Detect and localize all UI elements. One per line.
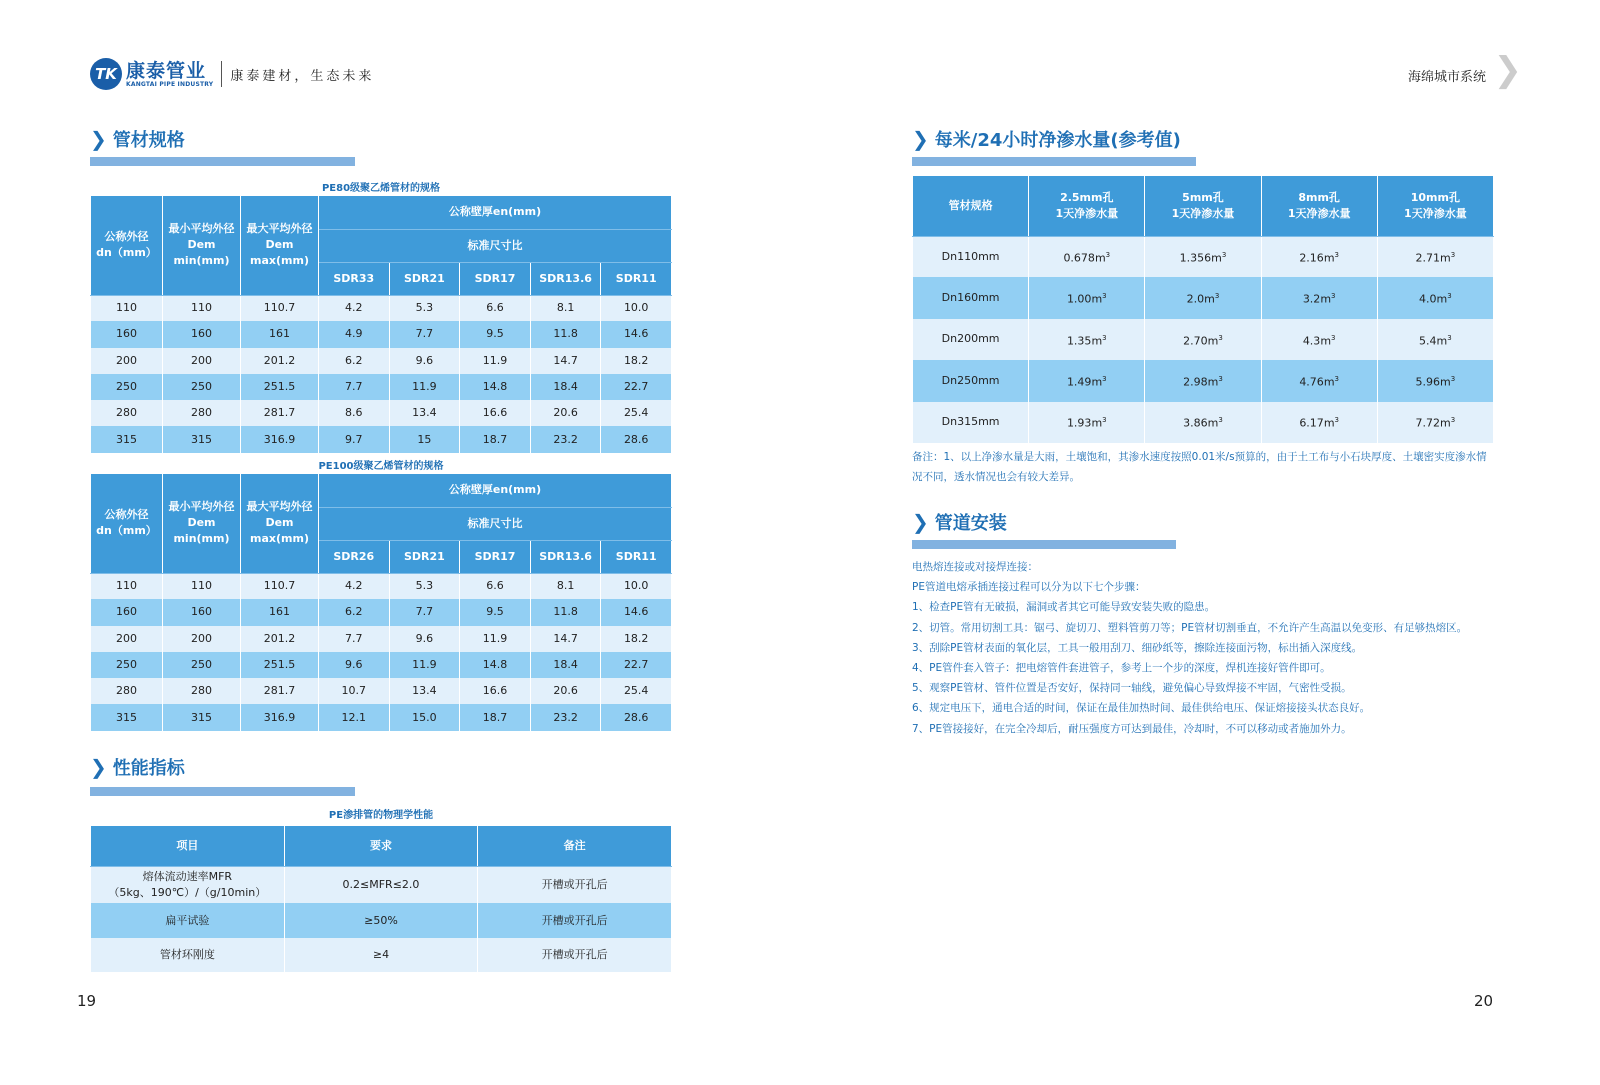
sdr-header: SDR33 (319, 262, 390, 295)
table-row (91, 573, 672, 599)
step-line: 6、规定电压下，通电合适的时间，保证在最佳加热时间、最佳供给电压、保证熔接接头状态良好。 (912, 702, 1371, 715)
cell-line: 熔体流动速率MFR (142, 869, 233, 883)
table-cell: 280 (163, 400, 241, 426)
table-cell: 110 (91, 573, 163, 599)
chevron-right-icon: ❯ (90, 755, 107, 779)
table-row (91, 903, 672, 938)
header-cell: 要求 (284, 826, 478, 866)
table-cell: 251.5 (241, 652, 319, 678)
table-cell: 11.9 (389, 652, 460, 678)
table-row (91, 426, 672, 452)
header-cell: 最大平均外径 Dem max(mm) (241, 474, 319, 573)
table-cell: 200 (163, 348, 241, 374)
table-caption-perf: PE渗排管的物理学性能 (328, 810, 434, 821)
table-row (91, 866, 672, 903)
step-line: 3、刮除PE管材表面的氧化层，工具一般用刮刀、细砂纸等，擦除连接面污物，标出插入深度线。 (912, 641, 1363, 654)
header-cell: 标准尺寸比 (319, 507, 672, 540)
table-cell: 23.2 (530, 426, 601, 452)
table-cell: 23.2 (530, 704, 601, 730)
table-cell: 6.2 (319, 348, 390, 374)
table-cell: 161 (241, 599, 319, 625)
header-cell: 8mm孔 1天净渗水量 (1261, 176, 1377, 236)
header-cell: 公称外径 dn（mm） (91, 196, 163, 295)
table-cell: 4.2 (319, 573, 390, 599)
table-cell: 13.4 (389, 400, 460, 426)
table-row (91, 295, 672, 321)
step-line: 7、PE管接接好，在完全冷却后，耐压强度方可达到最佳，冷却时，不可以移动或者施加外力。 (912, 722, 1352, 735)
divider (221, 61, 222, 87)
table-row (91, 626, 672, 652)
table-cell: $5.96m^3$ (1377, 360, 1493, 401)
table-cell: Dn110mm (913, 236, 1029, 277)
header-title: 海绵城市系统 (1407, 70, 1486, 85)
header-cell: 项目 (91, 826, 285, 866)
table-cell: 280 (163, 678, 241, 704)
table-cell: 250 (91, 374, 163, 400)
table-cell: $2.71m^3$ (1377, 236, 1493, 277)
table-cell: 280 (91, 400, 163, 426)
table-caption-pe100: PE100级聚乙烯管材的规格 (318, 461, 444, 472)
chevron-right-icon: ❯ (90, 127, 107, 151)
table-cell: 5.3 (389, 573, 460, 599)
table-cell: 管材环刚度 (91, 938, 285, 972)
table-cell: 160 (163, 321, 241, 347)
table-cell: 28.6 (601, 704, 672, 730)
table-cell: 开槽或开孔后 (478, 903, 672, 938)
table-cell: $1.35m^3$ (1029, 319, 1145, 360)
table-cell: $0.678m^3$ (1029, 236, 1145, 277)
table-cell: 18.7 (460, 426, 531, 452)
table-row (91, 400, 672, 426)
table-cell: $7.72m^3$ (1377, 402, 1493, 443)
brand-name-cn: 康泰管业 (126, 59, 207, 82)
pe80-spec-table (90, 196, 672, 453)
sdr-header: SDR13.6 (530, 540, 601, 573)
table-row (913, 319, 1494, 360)
table-cell: Dn160mm (913, 277, 1029, 318)
table-cell: 开槽或开孔后 (478, 938, 672, 972)
table-cell: 7.7 (319, 626, 390, 652)
page-number: 19 (77, 992, 97, 1010)
step-line: 2、切管。常用切割工具：锯弓、旋切刀、塑料管剪刀等；PE管材切割垂直，不允许产生高温以免变形、有足够热熔区。 (912, 621, 1468, 634)
table-cell: 5.3 (389, 295, 460, 321)
step-line: 4、PE管件套入管子：把电熔管件套进管子，参考上一个步的深度，焊机连接好管件即可。 (912, 661, 1331, 674)
table-cell: 22.7 (601, 652, 672, 678)
step-line: 1、检查PE管有无破损，漏洞或者其它可能导致安装失败的隐患。 (912, 601, 1216, 614)
table-cell: $4.3m^3$ (1261, 319, 1377, 360)
section-title-text: 管道安装 (934, 513, 1007, 534)
table-cell: $2.16m^3$ (1261, 236, 1377, 277)
table-cell: 13.4 (389, 678, 460, 704)
table-cell: Dn200mm (913, 319, 1029, 360)
table-cell: 110.7 (241, 573, 319, 599)
section-bar (90, 157, 355, 166)
step-line: PE管道电熔承插连接过程可以分为以下七个步骤： (912, 581, 1146, 594)
performance-table (90, 826, 672, 972)
table-cell: 11.9 (460, 348, 531, 374)
table-cell: 16.6 (460, 678, 531, 704)
table-cell: 315 (163, 426, 241, 452)
table-cell: 12.1 (319, 704, 390, 730)
table-cell: 281.7 (241, 678, 319, 704)
table-cell: 16.6 (460, 400, 531, 426)
table-cell: 18.7 (460, 704, 531, 730)
table-cell: Dn315mm (913, 402, 1029, 443)
table-cell: 14.7 (530, 348, 601, 374)
table-cell: $2.70m^3$ (1145, 319, 1261, 360)
table-row (91, 652, 672, 678)
installation-steps (912, 557, 1532, 739)
table-cell: 开槽或开孔后 (478, 866, 672, 903)
table-cell: 110 (163, 573, 241, 599)
table-row (913, 360, 1494, 401)
sdr-header: SDR11 (601, 540, 672, 573)
section-title-installation (912, 509, 1007, 535)
brand-logo (90, 58, 374, 90)
header-cell: 最小平均外径 Dem min(mm) (163, 196, 241, 295)
header-cell: 管材规格 (913, 176, 1029, 236)
table-cell: 11.9 (389, 374, 460, 400)
table-row (913, 236, 1494, 277)
table-cell: 280 (91, 678, 163, 704)
header-cell: 最大平均外径 Dem max(mm) (241, 196, 319, 295)
table-cell: 0.2≤MFR≤2.0 (284, 866, 478, 903)
table-cell: $3.2m^3$ (1261, 277, 1377, 318)
sdr-header: SDR17 (460, 262, 531, 295)
sdr-header: SDR21 (389, 540, 460, 573)
table-cell: Dn250mm (913, 360, 1029, 401)
table-cell: 11.8 (530, 599, 601, 625)
chevron-decoration-icon: ❯ (1493, 50, 1522, 90)
section-bar (912, 157, 1196, 166)
header-cell: 标准尺寸比 (319, 229, 672, 262)
table-cell: 14.6 (601, 321, 672, 347)
table-cell: 20.6 (530, 678, 601, 704)
table-cell: 160 (91, 321, 163, 347)
table-cell: 316.9 (241, 704, 319, 730)
table-cell: 15.0 (389, 704, 460, 730)
pe100-spec-table (90, 474, 672, 731)
chevron-right-icon: ❯ (912, 510, 929, 534)
table-cell: 14.8 (460, 374, 531, 400)
table-cell: $1.49m^3$ (1029, 360, 1145, 401)
header-cell: 公称壁厚en(mm) (319, 474, 672, 507)
table-cell: 201.2 (241, 626, 319, 652)
table-cell: 110 (91, 295, 163, 321)
table-cell: 250 (163, 374, 241, 400)
table-row (91, 321, 672, 347)
table-cell: 281.7 (241, 400, 319, 426)
table-cell: 160 (163, 599, 241, 625)
table-cell: 250 (163, 652, 241, 678)
table-cell: $2.98m^3$ (1145, 360, 1261, 401)
table-cell: 10.7 (319, 678, 390, 704)
table-cell: $5.4m^3$ (1377, 319, 1493, 360)
table-caption-pe80: PE80级聚乙烯管材的规格 (321, 183, 441, 194)
table-cell: 315 (91, 426, 163, 452)
header-cell: 备注 (478, 826, 672, 866)
table-cell: 250 (91, 652, 163, 678)
table-cell: 9.6 (389, 626, 460, 652)
table-cell: 160 (91, 599, 163, 625)
table-cell: 18.2 (601, 348, 672, 374)
table-cell: 11.9 (460, 626, 531, 652)
table-cell: 316.9 (241, 426, 319, 452)
table-cell (91, 866, 285, 903)
table-row (91, 348, 672, 374)
section-bar (912, 540, 1176, 549)
step-line: 5、观察PE管材、管件位置是否安好，保持同一轴线，避免偏心导致焊接不牢固，气密性受损。 (912, 682, 1352, 695)
table-cell: 28.6 (601, 426, 672, 452)
chevron-right-icon: ❯ (912, 127, 929, 151)
table-row (91, 374, 672, 400)
table-row (91, 938, 672, 972)
table-cell: 8.1 (530, 295, 601, 321)
sdr-header: SDR26 (319, 540, 390, 573)
cell-line: （5kg、190℃）/（g/10min） (108, 885, 267, 899)
table-row (913, 402, 1494, 443)
table-row (91, 599, 672, 625)
table-cell: $1.00m^3$ (1029, 277, 1145, 318)
table-cell: 22.7 (601, 374, 672, 400)
table-cell: 14.7 (530, 626, 601, 652)
table-cell: 251.5 (241, 374, 319, 400)
table-row (913, 277, 1494, 318)
header-cell: 最小平均外径 Dem min(mm) (163, 474, 241, 573)
table-cell: 315 (163, 704, 241, 730)
table-cell: 18.4 (530, 374, 601, 400)
table-cell: ≥4 (284, 938, 478, 972)
section-title-text: 每米/24小时净渗水量(参考值) (934, 130, 1181, 151)
brand-name-en: KANGTAI PIPE INDUSTRY (126, 80, 214, 88)
table-cell: 9.5 (460, 321, 531, 347)
table-cell: 25.4 (601, 678, 672, 704)
table-cell: 110 (163, 295, 241, 321)
step-line: 电热熔连接或对接焊连接： (912, 561, 1038, 573)
header-cell: 2.5mm孔 1天净渗水量 (1029, 176, 1145, 236)
table-cell: 7.7 (389, 321, 460, 347)
sdr-header: SDR17 (460, 540, 531, 573)
sdr-header: SDR21 (389, 262, 460, 295)
table-cell: 200 (163, 626, 241, 652)
table-cell: 14.8 (460, 652, 531, 678)
table-note: 备注：1、以上净渗水量是大雨，土壤饱和，其渗水速度按照0.01米/s预算的，由于土工布与小石块厚度、土壤密实度渗水情况不同，透水情况也会有较大差异。 (912, 451, 1487, 483)
table-cell: $4.0m^3$ (1377, 277, 1493, 318)
table-row (91, 704, 672, 730)
logo-mark: TK (90, 58, 122, 90)
table-cell: 18.2 (601, 626, 672, 652)
header-cell: 5mm孔 1天净渗水量 (1145, 176, 1261, 236)
table-cell: $1.356m^3$ (1145, 236, 1261, 277)
table-cell: 9.6 (319, 652, 390, 678)
table-cell: 9.5 (460, 599, 531, 625)
section-title-performance (90, 754, 185, 780)
table-cell: 10.0 (601, 295, 672, 321)
table-cell: $1.93m^3$ (1029, 402, 1145, 443)
table-cell: 161 (241, 321, 319, 347)
table-cell: 扁平试验 (91, 903, 285, 938)
table-cell: 4.2 (319, 295, 390, 321)
table-cell: 11.8 (530, 321, 601, 347)
table-cell: 6.2 (319, 599, 390, 625)
sdr-header: SDR11 (601, 262, 672, 295)
table-cell: 9.6 (389, 348, 460, 374)
table-cell: 7.7 (389, 599, 460, 625)
table-cell: 8.6 (319, 400, 390, 426)
table-cell: 15 (389, 426, 460, 452)
table-cell: 9.7 (319, 426, 390, 452)
table-cell: 6.6 (460, 295, 531, 321)
section-title-seepage (912, 126, 1181, 152)
table-cell: 18.4 (530, 652, 601, 678)
table-cell: $4.76m^3$ (1261, 360, 1377, 401)
table-cell: 110.7 (241, 295, 319, 321)
table-cell: 10.0 (601, 573, 672, 599)
header-cell: 公称壁厚en(mm) (319, 196, 672, 229)
section-title-text: 性能指标 (112, 758, 185, 779)
slogan: 康泰建材，生态未来 (230, 68, 375, 84)
table-cell: $6.17m^3$ (1261, 402, 1377, 443)
table-cell: 200 (91, 626, 163, 652)
table-cell: $3.86m^3$ (1145, 402, 1261, 443)
table-cell: 14.6 (601, 599, 672, 625)
table-cell: 201.2 (241, 348, 319, 374)
table-cell: 4.9 (319, 321, 390, 347)
table-cell: ≥50% (284, 903, 478, 938)
table-cell: 8.1 (530, 573, 601, 599)
table-cell: 6.6 (460, 573, 531, 599)
seepage-table (912, 176, 1494, 443)
header-cell: 10mm孔 1天净渗水量 (1377, 176, 1493, 236)
table-row (91, 678, 672, 704)
table-cell: 20.6 (530, 400, 601, 426)
section-bar (90, 787, 355, 796)
section-title-spec (90, 126, 185, 152)
table-cell: 7.7 (319, 374, 390, 400)
table-cell: 25.4 (601, 400, 672, 426)
table-cell: 200 (91, 348, 163, 374)
sdr-header: SDR13.6 (530, 262, 601, 295)
table-cell: $2.0m^3$ (1145, 277, 1261, 318)
page-number: 20 (1474, 992, 1494, 1010)
table-cell: 315 (91, 704, 163, 730)
section-title-text: 管材规格 (112, 130, 185, 151)
header-cell: 公称外径 dn（mm） (91, 474, 163, 573)
